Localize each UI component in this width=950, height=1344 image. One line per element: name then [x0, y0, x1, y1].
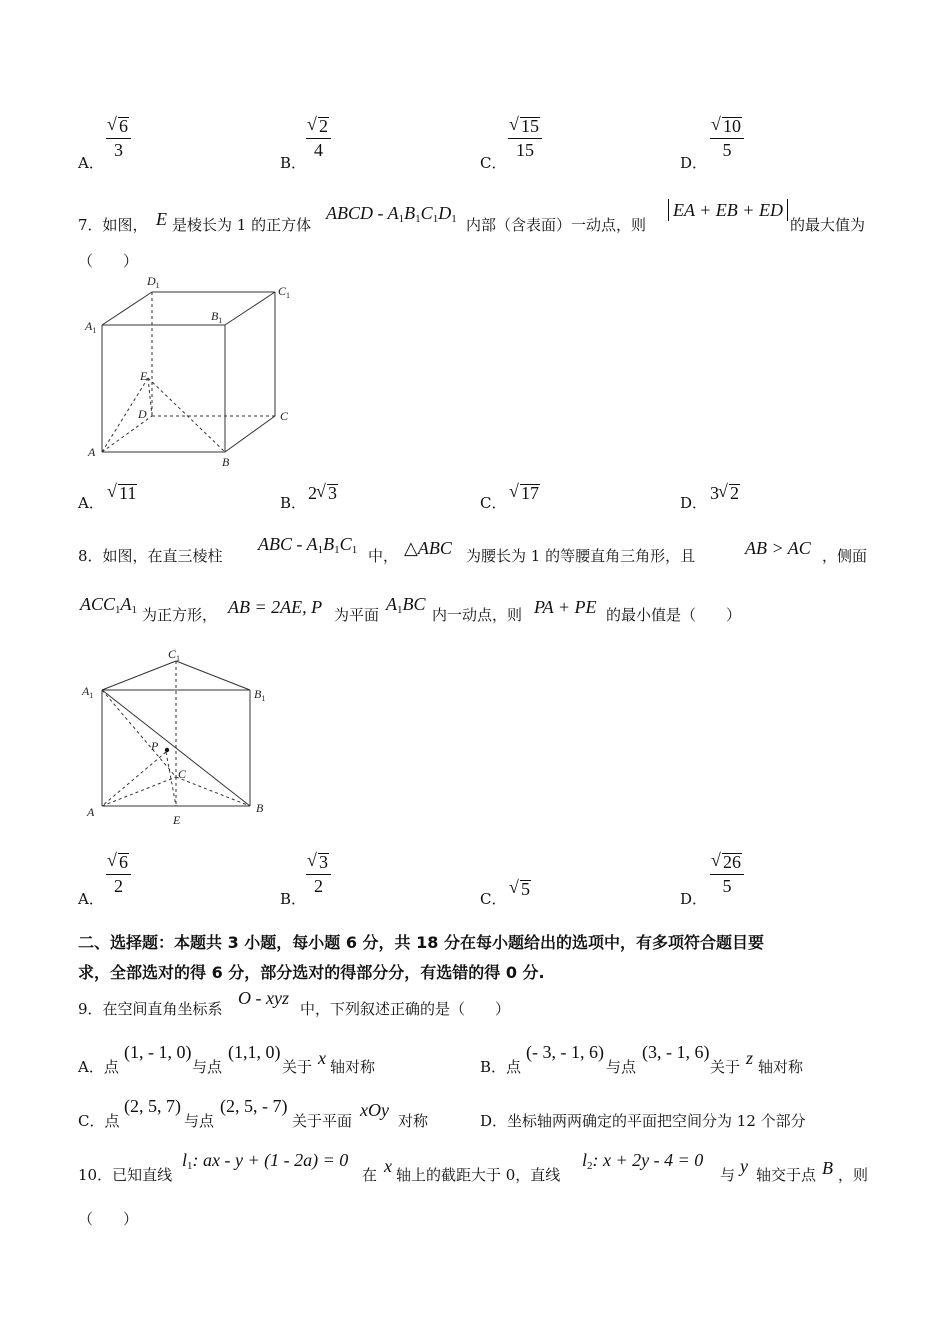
q7-text: 的最大值为 — [790, 216, 866, 234]
q9-option-b-text: 轴对称 — [758, 1058, 804, 1076]
q6-option-a-value: √ 6 3 — [106, 116, 131, 161]
q6-option-c-label: C． — [480, 154, 507, 172]
q7-option-a-label: A． — [78, 494, 104, 512]
q9-option-a-text: 与点 — [192, 1058, 223, 1076]
q8-prism-figure — [80, 640, 280, 830]
q7-paren: （ ） — [78, 252, 139, 270]
q8-label-c1: $C_1$ — [168, 647, 181, 663]
q8-label-b: B — [256, 801, 264, 815]
q8-text: 为正方形， — [142, 606, 218, 624]
q8-prism-name: ABC - $A_1B_1C_1$ — [258, 534, 358, 556]
q8-text: 8．如图，在直三棱柱 — [78, 547, 223, 565]
q8-label-b1: $B_1$ — [254, 687, 266, 703]
q7-option-b-label: B． — [280, 494, 307, 512]
q10-line2: $l_2$: x + 2y - 4 = 0 — [582, 1150, 704, 1172]
q10-text: 轴上的截距大于 0，直线 — [396, 1166, 561, 1184]
q9-text: 中，下列叙述正确的是（ ） — [300, 1000, 511, 1018]
q9-option-a: A．点 — [78, 1058, 119, 1076]
q7-label-d1: $D_1$ — [147, 274, 160, 290]
q8-triangle: △ABC — [404, 538, 452, 558]
q8-text: 的最小值是（ ） — [606, 606, 742, 624]
q8-option-d-label: D． — [680, 890, 708, 908]
q10-line1: $l_1$: ax - y + (1 - 2a) = 0 — [182, 1150, 349, 1172]
q8-option-a-label: A． — [78, 890, 104, 908]
q7-label-c: C — [280, 409, 289, 423]
q8-label-e: E — [173, 813, 181, 827]
q9-option-c-point1: (2, 5, 7) — [124, 1096, 181, 1116]
q8-inequality: AB > AC — [745, 538, 811, 558]
q8-condition: AB = 2AE, P — [228, 597, 323, 617]
q9-option-c: C．点 — [78, 1112, 120, 1130]
q6-option-b-value: √ 2 4 — [306, 116, 331, 161]
q7-text: 是棱长为 1 的正方体 — [172, 216, 312, 234]
q9-option-a-point2: (1,1, 0) — [228, 1042, 281, 1062]
q7-option-a-value: √ 11 — [108, 483, 137, 504]
q6-option-d-value: √ 10 5 — [710, 116, 744, 161]
q9-option-b-point2: (3, - 1, 6) — [642, 1042, 710, 1062]
q8-option-a-value: √ 6 2 — [106, 852, 131, 897]
q7-option-c-label: C． — [480, 494, 507, 512]
section-2-heading-line-1: 二、选择题：本题共 3 小题，每小题 6 分，共 18 分在每小题给出的选项中，有多项符合题目要 — [78, 933, 764, 952]
q9-option-c-point2: (2, 5, - 7) — [220, 1096, 288, 1116]
q10-text: 轴交于点 — [756, 1166, 817, 1184]
q9-option-b-point1: (- 3, - 1, 6) — [526, 1042, 604, 1062]
q9-option-b-axis: z — [746, 1048, 754, 1068]
q10-x-axis: x — [384, 1156, 392, 1176]
q8-face: $ACC_1A_1$ — [80, 594, 138, 616]
q7-label-e: E — [140, 369, 148, 383]
q7-cube-name: ABCD - $A_1B_1C_1D_1$ — [326, 203, 457, 225]
q7-label-b1: $B_1$ — [211, 309, 223, 325]
q10-text: 10．已知直线 — [78, 1166, 173, 1184]
q9-option-b-text: 与点 — [606, 1058, 637, 1076]
q9-option-d: D．坐标轴两两确定的平面把空间分为 12 个部分 — [480, 1112, 806, 1130]
q7-label-a: A — [88, 445, 96, 459]
q7-cube-figure — [80, 270, 310, 470]
q7-text: 7．如图， — [78, 216, 148, 234]
q8-option-c-label: C． — [480, 890, 507, 908]
q9-option-c-plane: xOy — [360, 1100, 389, 1120]
q9-option-c-text: 关于平面 — [292, 1112, 353, 1130]
q8-label-a: A — [87, 805, 95, 819]
q10-text: ，则 — [838, 1166, 869, 1184]
q8-option-d-value: √ 26 5 — [710, 852, 744, 897]
section-2-heading-line-2: 求，全部选对的得 6 分，部分选对的得部分分，有选错的得 0 分. — [78, 963, 545, 982]
q10-y-axis: y — [740, 1156, 748, 1176]
q8-text: 内一动点，则 — [432, 606, 523, 624]
q9-option-b: B．点 — [480, 1058, 522, 1076]
q8-label-a1: $A_1$ — [82, 684, 94, 700]
q8-text: 为腰长为 1 的等腰直角三角形，且 — [466, 547, 696, 565]
q8-option-c-value: √ 5 — [510, 879, 531, 900]
q7-option-d-label: D． — [680, 494, 708, 512]
q9-option-c-text: 与点 — [184, 1112, 215, 1130]
q8-text: 为平面 — [334, 606, 380, 624]
q9-option-a-text: 轴对称 — [330, 1058, 376, 1076]
q9-option-a-text: 关于 — [282, 1058, 313, 1076]
q8-plane: $A_1BC$ — [386, 594, 426, 616]
q10-text: 与 — [720, 1166, 736, 1184]
q7-option-d-value: 3√ 2 — [710, 483, 740, 504]
q9-option-a-point1: (1, - 1, 0) — [124, 1042, 192, 1062]
q8-label-p: P — [151, 739, 159, 753]
q7-option-c-value: √ 17 — [510, 483, 540, 504]
q8-text: ，侧面 — [822, 547, 868, 565]
q7-expression: EA + EB + ED — [668, 199, 788, 221]
q8-expression: PA + PE — [534, 597, 597, 617]
q7-label-b: B — [222, 455, 230, 469]
q8-text: 中， — [368, 547, 399, 565]
q7-label-a1: $A_1$ — [85, 319, 97, 335]
q10-paren: （ ） — [78, 1210, 139, 1228]
q9-option-b-text: 关于 — [710, 1058, 741, 1076]
q10-point-b: B — [822, 1158, 833, 1178]
q7-option-b-value: 2√ 3 — [308, 483, 338, 504]
q6-option-b-label: B． — [280, 154, 307, 172]
q7-text: 内部（含表面）一动点，则 — [466, 216, 647, 234]
q8-option-b-value: √ 3 2 — [306, 852, 331, 897]
q8-label-c: C — [178, 767, 187, 781]
q9-option-a-axis: x — [318, 1048, 326, 1068]
q7-label-c1: $C_1$ — [278, 284, 291, 300]
q7-label-d: D — [138, 407, 147, 421]
q9-option-c-text: 对称 — [398, 1112, 429, 1130]
q6-option-a-label: A． — [78, 154, 104, 172]
q8-option-b-label: B． — [280, 890, 307, 908]
q7-point-e: E — [156, 209, 167, 229]
q6-option-c-value: √ 15 15 — [508, 116, 542, 161]
q9-coordinate-system: O - xyz — [238, 988, 289, 1008]
q10-text: 在 — [362, 1166, 378, 1184]
q6-option-d-label: D． — [680, 154, 708, 172]
q9-text: 9．在空间直角坐标系 — [78, 1000, 223, 1018]
